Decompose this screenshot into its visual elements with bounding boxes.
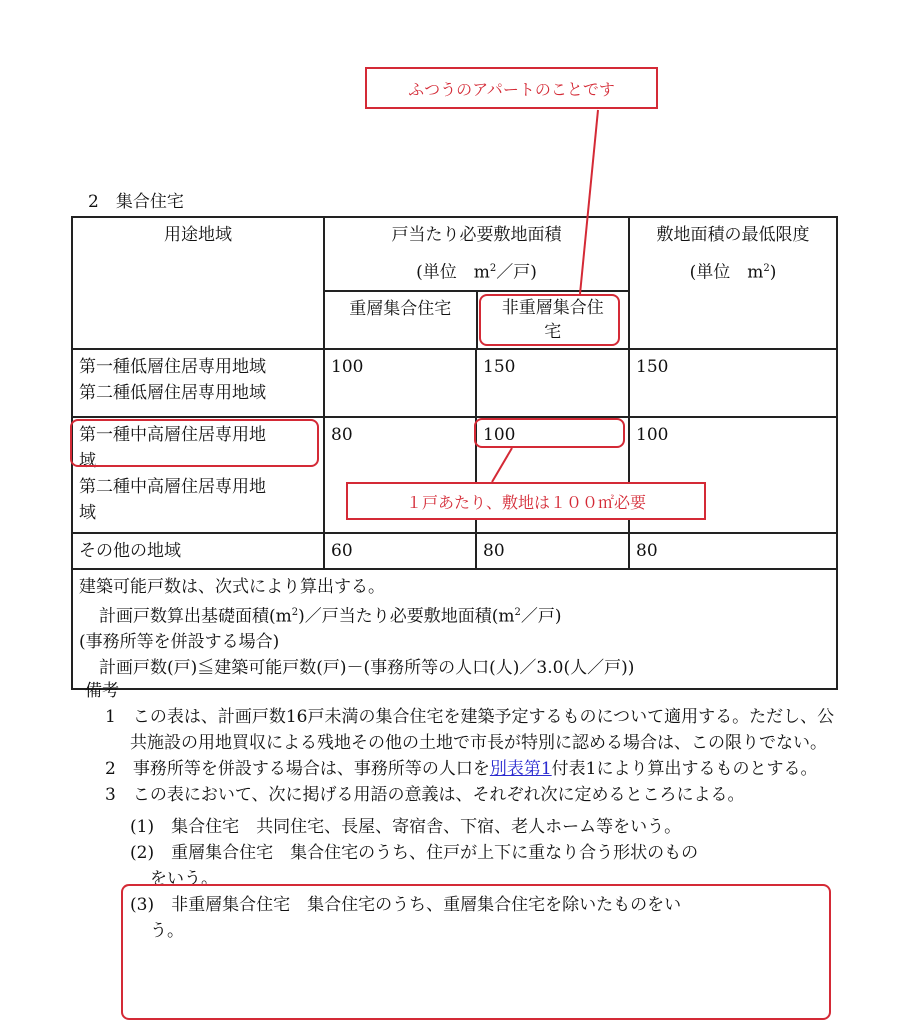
definitions: (1) 集合住宅 共同住宅、長屋、寄宿舎、下宿、老人ホーム等をいう。 (2) 重層集合住宅 集合住宅のうち、住戸が上下に重なり合う形状のもの をいう。 (3) 非重層集合住宅 集合住宅のうち、重層集合住宅を除いたものをい う。 — [130, 817, 699, 941]
annotation-pointer-line — [492, 448, 512, 482]
note-item-3: 3 この表において、次に掲げる用語の意義は、それぞれ次に定めるところによる。 — [105, 785, 745, 805]
cell-area: 第一種低層住居専用地域 第二種低層住居専用地域 — [72, 349, 324, 417]
highlight-definitions — [121, 884, 831, 1020]
header-min-unit: (単位 $m^2$) — [689, 262, 777, 283]
cell-min: 150 — [629, 349, 837, 417]
cell-area: 第一種中高層住居専用地 域 第二種中高層住居専用地 域 — [72, 417, 324, 533]
cell-area: その他の地域 — [72, 533, 324, 569]
formula-cell: 建築可能戸数は、次式により算出する。 計画戸数算出基礎面積$(m^2)/$戸当たり必要敷地面積($m^2/$戸) (事務所等を併設する場合) 計画戸数(戸)≦建築可能戸数(戸)－(事務所等の人口(人)／3.0(人／戸)) — [72, 569, 837, 689]
header-required-unit: (単位 $m^2/$戸) — [416, 262, 537, 283]
header-required-area-label: 戸当たり必要敷地面積 — [391, 225, 562, 245]
notes-heading: 備考 — [85, 681, 119, 701]
annotation-land-required: １戸あたり、敷地は１００㎡必要 — [346, 482, 706, 520]
cell-nonmulti: 100 — [476, 417, 629, 533]
cell-nonmulti: 80 — [476, 533, 629, 569]
annotation-pointer-line — [580, 110, 598, 294]
note-item-1: 1 この表は、計画戸数16戸未満の集合住宅を建築予定するものについて適用する。ただし、公共施設の用地買収による残地その他の土地で市長が特別に認める場合は、この限りでない。 — [105, 707, 835, 753]
cell-min: 100 — [629, 417, 837, 533]
formula-line: 計画戸数算出基礎面積$(m^2)/$戸当たり必要敷地面積($m^2/$戸) — [99, 606, 562, 627]
subheader-multi: 重層集合住宅 — [325, 291, 477, 348]
header-min-area: 敷地面積の最低限度 (単位 $m^2$) — [629, 217, 837, 349]
cell-multi: 80 — [324, 417, 476, 533]
highlight-mid-high-zone — [70, 419, 319, 467]
header-use-area: 用途地域 — [72, 217, 324, 349]
cell-min: 80 — [629, 533, 837, 569]
cell-nonmulti: 150 — [476, 349, 629, 417]
appendix-link[interactable]: 別表第1 — [489, 759, 552, 779]
cell-multi: 60 — [324, 533, 476, 569]
highlight-nonmulti-header — [479, 294, 620, 346]
note-item-2: 2 事務所等を併設する場合は、事務所等の人口を別表第1付表1により算出するものとする。 — [105, 759, 818, 779]
highlight-value-100 — [474, 418, 625, 448]
cell-multi: 100 — [324, 349, 476, 417]
subheader-nonmulti: 非重層集合住 宅 — [477, 291, 629, 348]
annotation-apartment: ふつうのアパートのことです — [365, 67, 658, 109]
section-title: 2 集合住宅 — [88, 192, 184, 212]
